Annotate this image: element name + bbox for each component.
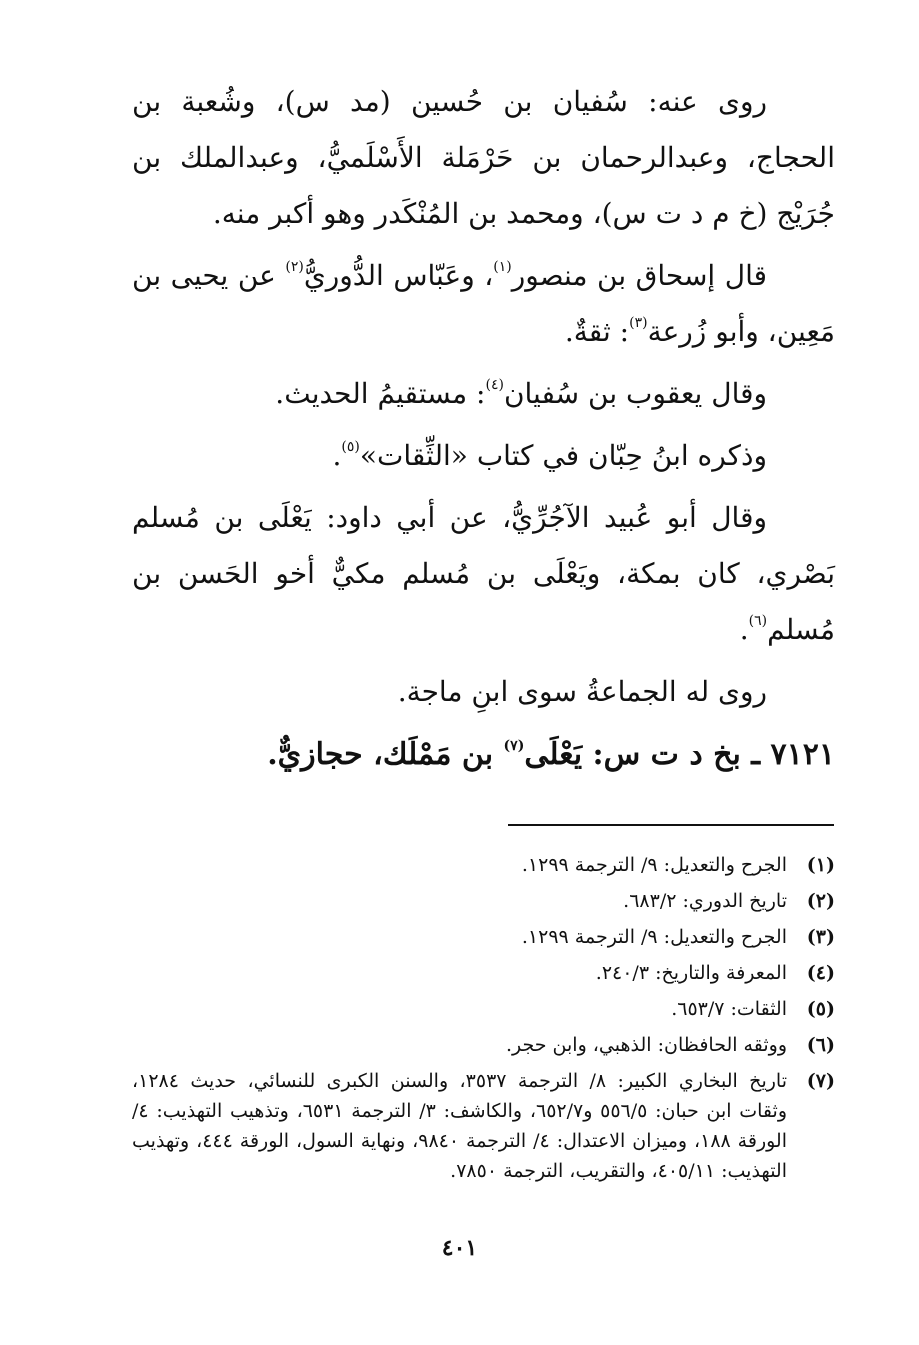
- jamaah-text: روى له الجماعةُ سوى ابنِ ماجة.: [397, 675, 767, 708]
- yaqub-text-2: : مستقيمُ الحديث.: [275, 377, 486, 410]
- footnote-ref-3[interactable]: (٣): [629, 315, 648, 331]
- footnote-number: (٢): [806, 890, 835, 912]
- footnote-text: الجرح والتعديل: ٩/ الترجمة ١٢٩٩.: [521, 854, 787, 876]
- ishaq-text-2: ، وعَبّاس الدُّوريُّ: [303, 259, 494, 292]
- footnotes: [132, 850, 835, 1192]
- entry-heading-text-2: بن مَمْلَك، حجازيٌّ.: [267, 737, 504, 772]
- ajurri-text-1: وقال أبو عُبيد الآجُرِّيُّ، عن أبي داود: يَعْلَى بن مُسلم بَصْري، كان بمكة، ويَعْلَى بن مُسلم مكيٌّ أخو الحَسن بن مُسلم: [132, 501, 835, 646]
- footnote-item: [132, 850, 835, 880]
- ishaq-text-1: قال إسحاق بن منصور: [511, 259, 767, 292]
- footnote-number: (٥): [806, 998, 835, 1020]
- footnote-ref-2[interactable]: (٢): [285, 259, 304, 275]
- entry-heading: [132, 726, 835, 784]
- paragraph-ibn-hibban: [132, 428, 835, 484]
- page-number: ٤٠١: [441, 1235, 478, 1261]
- footnote-item: [132, 922, 835, 952]
- footnote-number: (٦): [806, 1034, 835, 1056]
- footnote-text: تاريخ الدوري: ٦٨٣/٢.: [623, 890, 787, 912]
- footnote-ref-7[interactable]: (٧): [503, 738, 525, 754]
- footnote-number: (٤): [806, 962, 835, 984]
- footnote-number: (٧): [806, 1070, 835, 1092]
- ajurri-text-2: .: [739, 613, 749, 646]
- footnote-item: [132, 958, 835, 988]
- footnote-ref-5[interactable]: (٥): [341, 439, 360, 455]
- paragraph-jamaah: [132, 664, 835, 720]
- ishaq-text-4: : ثقةٌ.: [564, 315, 630, 348]
- footnote-ref-4[interactable]: (٤): [485, 377, 504, 393]
- ibn-hibban-text-2: .: [332, 439, 342, 472]
- footnote-item: [132, 994, 835, 1024]
- main-text: [132, 74, 835, 784]
- paragraph-narrators: [132, 74, 835, 242]
- footnote-number: (٣): [806, 926, 835, 948]
- footnote-number: (١): [806, 854, 835, 876]
- footnote-divider: [508, 824, 834, 826]
- ishaq-text-3: عن يحيى بن مَعِين، وأبو زُرعة: [132, 259, 835, 348]
- paragraph-ishaq: [132, 248, 835, 360]
- footnote-text: الجرح والتعديل: ٩/ الترجمة ١٢٩٩.: [521, 926, 787, 948]
- paragraph-ajurri: [132, 490, 835, 658]
- yaqub-text-1: وقال يعقوب بن سُفيان: [503, 377, 767, 410]
- entry-heading-text-1: ٧١٢١ ـ بخ د ت س: يَعْلَى: [524, 737, 835, 772]
- footnote-ref-6[interactable]: (٦): [748, 613, 768, 629]
- footnote-item: [132, 1066, 835, 1186]
- footnote-text: الثقات: ٦٥٣/٧.: [671, 998, 787, 1020]
- narrators-text: روى عنه: سُفيان بن حُسين (مد س)، وشُعبة بن الحجاج، وعبدالرحمان بن حَرْمَلة الأَسْلَميُّ، وعبدالملك بن جُرَيْج (خ م د ت س)، ومحمد بن المُنْكَدر وهو أكبر منه.: [132, 85, 835, 230]
- footnote-item: [132, 1030, 835, 1060]
- footnote-text: تاريخ البخاري الكبير: ٨/ الترجمة ٣٥٣٧، والسنن الكبرى للنسائي، حديث ١٢٨٤، وثقات ابن حبان: ٥٥٦/٥ و٦٥٢/٧، والكاشف: ٣/ الترجمة ٦٥٣١، وتذهيب التهذيب: ٤/ الورقة ١٨٨، وميزان الاعتدال: ٤/ الترجمة ٩٨٤٠، ونهاية السول، الورقة ٤٤٤، وتهذيب التهذيب: ٤٠٥/١١، والتقريب، الترجمة ٧٨٥٠.: [132, 1070, 788, 1182]
- footnote-text: المعرفة والتاريخ: ٢٤٠/٣.: [595, 962, 787, 984]
- footnote-item: [132, 886, 835, 916]
- paragraph-yaqub: [132, 366, 835, 422]
- footnote-ref-1[interactable]: (١): [493, 259, 512, 275]
- footnote-text: ووثقه الحافظان: الذهبي، وابن حجر.: [505, 1034, 787, 1056]
- ibn-hibban-text-1: وذكره ابنُ حِبّان في كتاب «الثِّقات»: [359, 439, 767, 472]
